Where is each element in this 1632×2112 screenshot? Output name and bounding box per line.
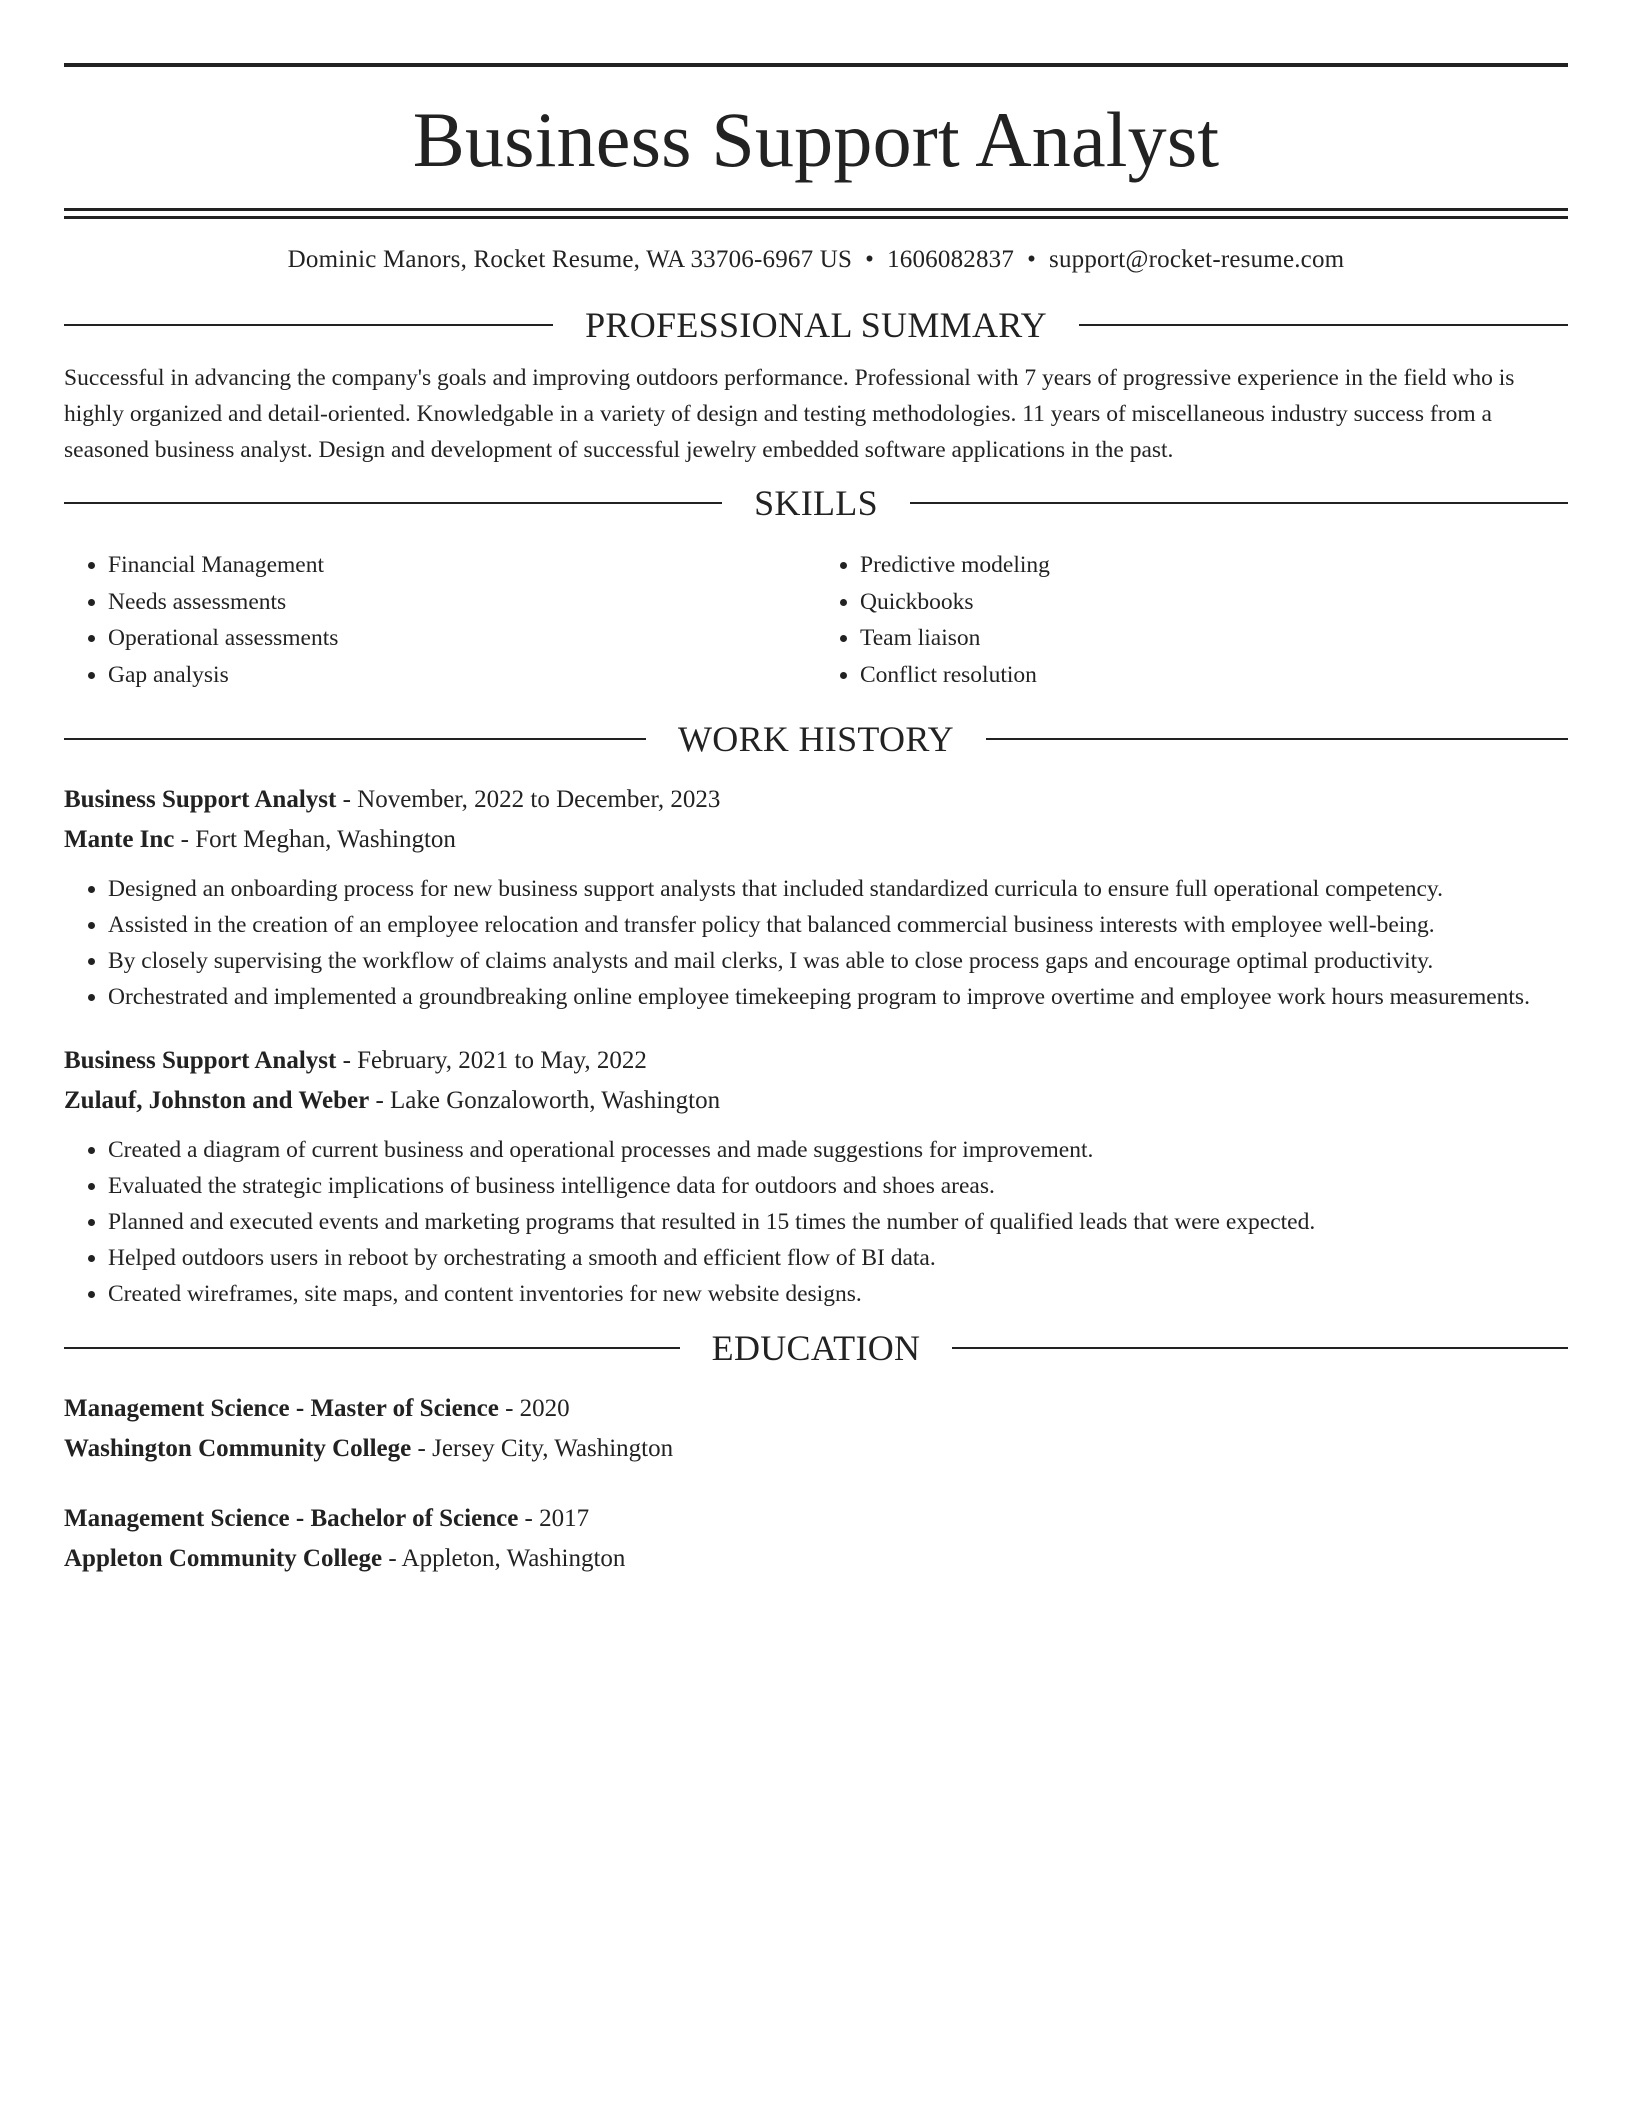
section-rule (952, 1347, 1568, 1349)
summary-section-header (64, 303, 1568, 347)
job-location: - Fort Meghan, Washington (174, 826, 456, 853)
education-section-header (64, 1326, 1568, 1370)
job-bullet: • By closely supervising the workflow of claims analysts and mail clerks, I was able to close process gaps and encourage optimal productivity. (108, 943, 1568, 979)
job-company: Mante Inc (64, 826, 175, 853)
job-bullet: • Evaluated the strategic implications of business intelligence data for outdoors and shoes areas. (108, 1168, 1568, 1204)
education-school-line (64, 1429, 1568, 1469)
job-bullets (64, 1132, 1568, 1312)
job-entry (64, 1041, 1568, 1312)
contact-separator: • (865, 246, 875, 273)
skill-item: • Gap analysis (108, 657, 816, 694)
resume-title: Business Support Analyst (412, 96, 1220, 183)
top-rule (64, 63, 1568, 67)
education-year: - 2017 (518, 1505, 590, 1532)
summary-text: Successful in advancing the company's goals and improving outdoors performance. Professional with 7 years of progressive experience in the field who is highly organized and detail-oriented. Knowledgable in a variety of design and testing methodologies. 11 years of miscellaneous industry success from a seasoned business analyst. Design and development of successful jewelry embedded software applications in the past. (64, 365, 1515, 463)
education-degree-line (64, 1389, 1568, 1429)
education-school-line (64, 1539, 1568, 1579)
resume-page (64, 0, 1568, 1579)
education-location: - Jersey City, Washington (411, 1435, 674, 1462)
skills-section-title: SKILLS (754, 483, 878, 523)
job-bullet: • Planned and executed events and marketing programs that resulted in 15 times the number of qualified leads that were expected. (108, 1204, 1568, 1240)
skill-item: • Operational assessments (108, 620, 816, 657)
contact-line (64, 245, 1568, 275)
education-section-title: EDUCATION (711, 1328, 921, 1368)
job-bullet: • Orchestrated and implemented a groundbreaking online employee timekeeping program to improve overtime and employee work hours measurements. (108, 979, 1568, 1015)
job-company-line (64, 820, 1568, 860)
education-entry (64, 1499, 1568, 1579)
job-bullet: • Designed an onboarding process for new business support analysts that included standardized curricula to ensure full operational competency. (108, 871, 1568, 907)
education-school: Appleton Community College (64, 1545, 383, 1572)
job-bullets (64, 871, 1568, 1015)
job-dates: - November, 2022 to December, 2023 (336, 786, 721, 813)
title-double-rule (64, 208, 1568, 219)
skill-item: • Quickbooks (860, 584, 1568, 621)
skill-item: • Team liaison (860, 620, 1568, 657)
work-section-title: WORK HISTORY (678, 719, 954, 759)
skills-column-left (64, 547, 816, 693)
job-bullet: • Created wireframes, site maps, and content inventories for new website designs. (108, 1276, 1568, 1312)
summary-section-title: PROFESSIONAL SUMMARY (585, 305, 1047, 345)
section-rule (986, 738, 1568, 740)
education-year: - 2020 (498, 1395, 570, 1422)
skills-section-header (64, 481, 1568, 525)
section-rule (64, 738, 646, 740)
job-bullet: • Created a diagram of current business and operational processes and made suggestions for improvement. (108, 1132, 1568, 1168)
job-bullet: • Helped outdoors users in reboot by orchestrating a smooth and efficient flow of BI data. (108, 1240, 1568, 1276)
contact-email: support@rocket-resume.com (1049, 246, 1345, 273)
job-title: Business Support Analyst (64, 1047, 337, 1074)
job-company-line (64, 1081, 1568, 1121)
skill-item: • Conflict resolution (860, 657, 1568, 694)
job-entry (64, 780, 1568, 1015)
job-title: Business Support Analyst (64, 786, 337, 813)
job-title-line (64, 780, 1568, 820)
education-entry (64, 1389, 1568, 1469)
section-rule (64, 502, 722, 504)
skill-item: • Predictive modeling (860, 547, 1568, 584)
job-title-line (64, 1041, 1568, 1081)
section-rule (64, 324, 553, 326)
skill-item: • Financial Management (108, 547, 816, 584)
education-school: Washington Community College (64, 1435, 412, 1462)
contact-phone: 1606082837 (887, 246, 1015, 273)
skills-list (64, 547, 1568, 693)
education-degree-line (64, 1499, 1568, 1539)
skills-column-right (816, 547, 1568, 693)
education-degree: Management Science - Master of Science (64, 1395, 499, 1422)
skill-item: • Needs assessments (108, 584, 816, 621)
contact-separator: • (1027, 246, 1037, 273)
education-degree: Management Science - Bachelor of Science (64, 1505, 519, 1532)
contact-address: Dominic Manors, Rocket Resume, WA 33706-6967 US (287, 246, 853, 273)
section-rule (1079, 324, 1568, 326)
job-location: - Lake Gonzaloworth, Washington (369, 1087, 721, 1114)
education-location: - Appleton, Washington (382, 1545, 626, 1572)
job-dates: - February, 2021 to May, 2022 (336, 1047, 647, 1074)
section-rule (910, 502, 1568, 504)
job-bullet: • Assisted in the creation of an employee relocation and transfer policy that balanced commercial business interests with employee well-being. (108, 907, 1568, 943)
section-rule (64, 1347, 680, 1349)
job-company: Zulauf, Johnston and Weber (64, 1087, 370, 1114)
work-section-header (64, 717, 1568, 761)
